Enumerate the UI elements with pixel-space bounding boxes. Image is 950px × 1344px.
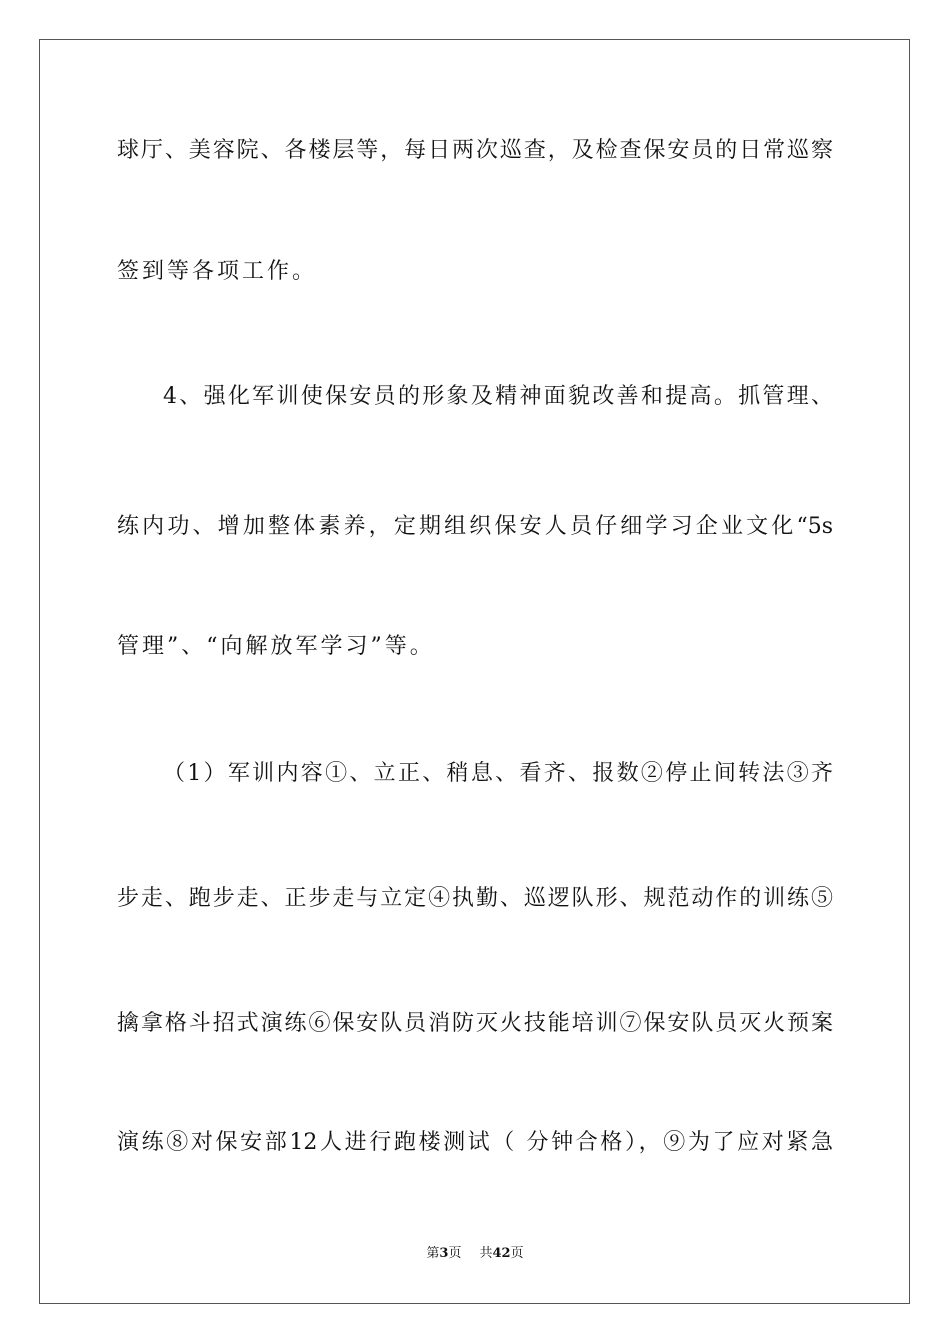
text-line: 签到等各项工作。 bbox=[117, 259, 318, 284]
footer-total-pages: 42 bbox=[492, 1246, 511, 1261]
page-footer bbox=[0, 1245, 950, 1263]
footer-total-prefix: 共 bbox=[479, 1246, 493, 1261]
footer-total-suffix: 页 bbox=[510, 1246, 524, 1261]
text-line: 管理”、“向解放军学习”等。 bbox=[117, 634, 435, 659]
text-line: 球厅、美容院、各楼层等，每日两次巡查，及检查保安员的日常巡察 bbox=[117, 138, 833, 163]
footer-page-number: 3 bbox=[439, 1246, 449, 1261]
footer-page-suffix: 页 bbox=[448, 1246, 462, 1261]
text-line: 练内功、增加整体素养，定期组织保安人员仔细学习企业文化“5s bbox=[117, 514, 833, 539]
footer-page-prefix: 第 bbox=[426, 1246, 440, 1261]
text-line: 步走、跑步走、正步走与立定④执勤、巡逻队形、规范动作的训练⑤ bbox=[117, 886, 833, 911]
text-line: 擒拿格斗招式演练⑥保安队员消防灭火技能培训⑦保安队员灭火预案 bbox=[117, 1011, 833, 1036]
page-border bbox=[39, 39, 910, 1304]
text-line: 4、强化军训使保安员的形象及精神面貌改善和提高。抓管理、 bbox=[163, 384, 833, 409]
text-line: （1）军训内容①、立正、稍息、看齐、报数②停止间转法③齐 bbox=[163, 761, 833, 786]
text-line: 演练⑧对保安部12人进行跑楼测试（ 分钟合格），⑨为了应对紧急 bbox=[117, 1130, 833, 1155]
